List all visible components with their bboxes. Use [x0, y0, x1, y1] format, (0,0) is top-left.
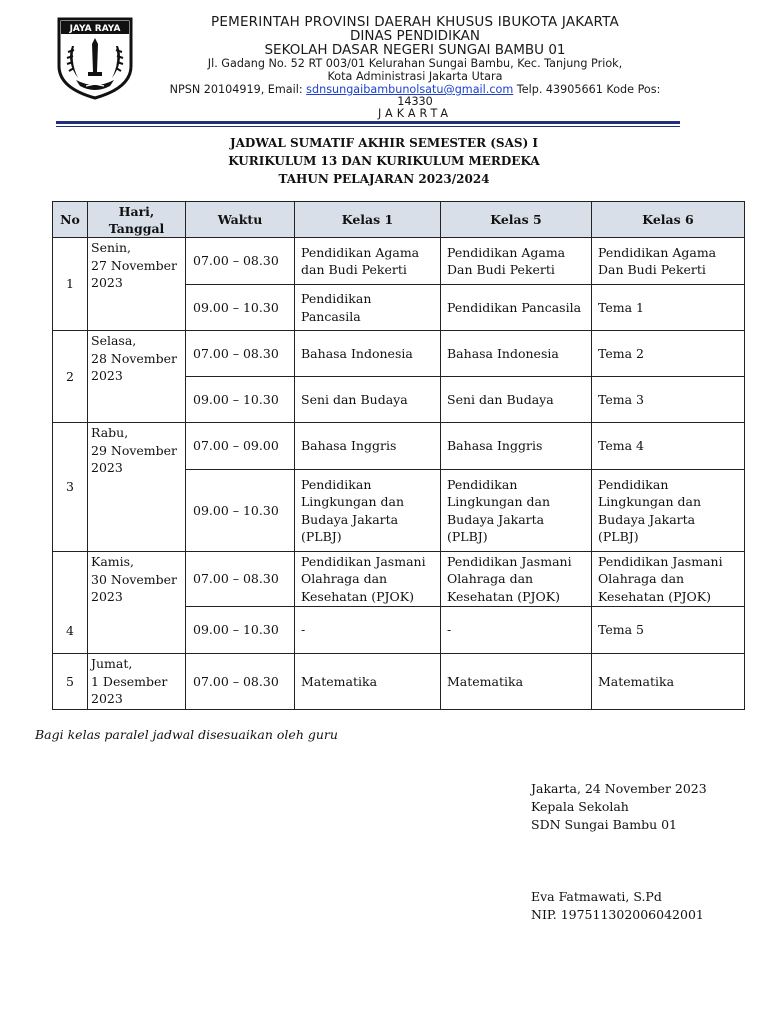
class-6-subject: Tema 5 [592, 607, 745, 654]
row-number: 2 [53, 331, 88, 423]
letterhead [0, 0, 768, 130]
table-row [53, 423, 745, 470]
time-cell: 09.00 – 10.30 [186, 470, 295, 552]
signature-position: Kepala Sekolah [531, 799, 629, 814]
table-row [53, 552, 745, 607]
day-date-cell [88, 238, 186, 331]
letterhead-divider-thick [56, 121, 680, 124]
class-1-subject: Seni dan Budaya [295, 377, 441, 423]
school-email-link[interactable]: sdnsungaibambunolsatu@gmail.com [306, 83, 514, 96]
class-1-subject: Matematika [295, 654, 441, 710]
class-5-subject: Pendidikan Lingkungan dan Budaya Jakarta (PLBJ) [441, 470, 592, 552]
document-title [0, 134, 768, 188]
government-name: PEMERINTAH PROVINSI DAERAH KHUSUS IBUKOTA JAKARTA [211, 14, 619, 30]
header-day [88, 202, 186, 238]
svg-text:JAYA RAYA: JAYA RAYA [69, 24, 121, 34]
day-name: Jumat, [91, 656, 133, 671]
class-5-subject: Pendidikan Agama Dan Budi Pekerti [441, 238, 592, 285]
table-row [53, 654, 745, 710]
day-date-cell [88, 331, 186, 423]
class-1-subject: Pendidikan Agama dan Budi Pekerti [295, 238, 441, 285]
school-city: Kota Administrasi Jakarta Utara [327, 70, 503, 83]
school-name: SEKOLAH DASAR NEGERI SUNGAI BAMBU 01 [264, 42, 566, 58]
class-6-subject: Pendidikan Lingkungan dan Budaya Jakarta (PLBJ) [592, 470, 745, 552]
signature-school: SDN Sungai Bambu 01 [531, 817, 678, 832]
time-cell: 07.00 – 08.30 [186, 331, 295, 377]
class-1-subject: Pendidikan Pancasila [295, 285, 441, 331]
signature-place-date: Jakarta, 24 November 2023 [531, 781, 707, 796]
header-class-1: Kelas 1 [295, 202, 441, 238]
header-no: No [53, 202, 88, 238]
letterhead-text [150, 15, 680, 120]
class-1-subject: Bahasa Indonesia [295, 331, 441, 377]
row-number: 3 [53, 423, 88, 552]
day-date: 29 November [91, 442, 178, 458]
title-line-1: JADWAL SUMATIF AKHIR SEMESTER (SAS) I [229, 136, 539, 150]
day-year: 2023 [91, 691, 123, 706]
school-address: Jl. Gadang No. 52 RT 003/01 Kelurahan Sungai Bambu, Kec. Tanjung Priok, [207, 57, 623, 70]
row-number: 1 [53, 238, 88, 331]
row-number: 4 [53, 552, 88, 654]
class-1-subject: Bahasa Inggris [295, 423, 441, 470]
header-day-line-2: Tanggal [108, 220, 165, 236]
table-header-row [53, 202, 745, 238]
title-line-2: KURIKULUM 13 DAN KURIKULUM MERDEKA [228, 154, 540, 168]
time-cell: 07.00 – 08.30 [186, 552, 295, 607]
header-time: Waktu [186, 202, 295, 238]
city-name: JAKARTA [377, 107, 453, 120]
time-cell: 09.00 – 10.30 [186, 607, 295, 654]
day-name: Kamis, [91, 554, 135, 569]
time-cell: 07.00 – 08.30 [186, 238, 295, 285]
class-6-subject: Tema 3 [592, 377, 745, 423]
day-date: 1 Desember [91, 673, 168, 689]
title-line-3: TAHUN PELAJARAN 2023/2024 [278, 172, 490, 186]
day-name: Selasa, [91, 333, 137, 348]
class-1-subject: - [295, 607, 441, 654]
day-year: 2023 [91, 275, 123, 290]
table-row [53, 331, 745, 377]
class-5-subject: Matematika [441, 654, 592, 710]
day-name: Senin, [91, 240, 132, 255]
class-5-subject: Pendidikan Jasmani Olahraga dan Kesehatan (PJOK) [441, 552, 592, 607]
time-cell: 09.00 – 10.30 [186, 377, 295, 423]
class-6-subject: Tema 4 [592, 423, 745, 470]
day-date: 30 November [91, 571, 178, 587]
jakarta-coat-of-arms-logo [56, 16, 134, 100]
department-name: DINAS PENDIDIKAN [349, 28, 481, 44]
time-cell: 07.00 – 08.30 [186, 654, 295, 710]
postal-code: 14330 [397, 95, 433, 108]
class-5-subject: Pendidikan Pancasila [441, 285, 592, 331]
signature-block [531, 780, 707, 924]
day-date-cell [88, 552, 186, 654]
signature-name: Eva Fatmawati, S.Pd [531, 889, 662, 904]
header-day-line-1: Hari, [118, 203, 155, 219]
day-year: 2023 [91, 589, 123, 604]
header-class-6: Kelas 6 [592, 202, 745, 238]
class-5-subject: Bahasa Indonesia [441, 331, 592, 377]
day-date: 27 November [91, 257, 178, 273]
day-date: 28 November [91, 350, 178, 366]
schedule-note: Bagi kelas paralel jadwal disesuaikan oleh guru [35, 727, 338, 742]
time-cell: 09.00 – 10.30 [186, 285, 295, 331]
day-year: 2023 [91, 368, 123, 383]
signature-nip: NIP. 197511302006042001 [531, 907, 704, 922]
day-date-cell [88, 423, 186, 552]
class-6-subject: Tema 2 [592, 331, 745, 377]
time-cell: 07.00 – 09.00 [186, 423, 295, 470]
exam-schedule-table [52, 201, 745, 710]
day-date-cell [88, 654, 186, 710]
npsn-email-label: NPSN 20104919, Email: [169, 83, 307, 96]
class-5-subject: Bahasa Inggris [441, 423, 592, 470]
class-6-subject: Tema 1 [592, 285, 745, 331]
class-1-subject: Pendidikan Jasmani Olahraga dan Kesehatan (PJOK) [295, 552, 441, 607]
class-1-subject: Pendidikan Lingkungan dan Budaya Jakarta (PLBJ) [295, 470, 441, 552]
header-class-5: Kelas 5 [441, 202, 592, 238]
row-number: 5 [53, 654, 88, 710]
class-6-subject: Matematika [592, 654, 745, 710]
class-5-subject: Seni dan Budaya [441, 377, 592, 423]
class-5-subject: - [441, 607, 592, 654]
day-year: 2023 [91, 460, 123, 475]
day-name: Rabu, [91, 425, 129, 440]
phone-postal-label: Telp. 43905661 Kode Pos: [513, 83, 661, 96]
letterhead-divider-thin [56, 126, 680, 127]
table-row [53, 238, 745, 285]
class-6-subject: Pendidikan Jasmani Olahraga dan Kesehatan (PJOK) [592, 552, 745, 607]
class-6-subject: Pendidikan Agama Dan Budi Pekerti [592, 238, 745, 285]
